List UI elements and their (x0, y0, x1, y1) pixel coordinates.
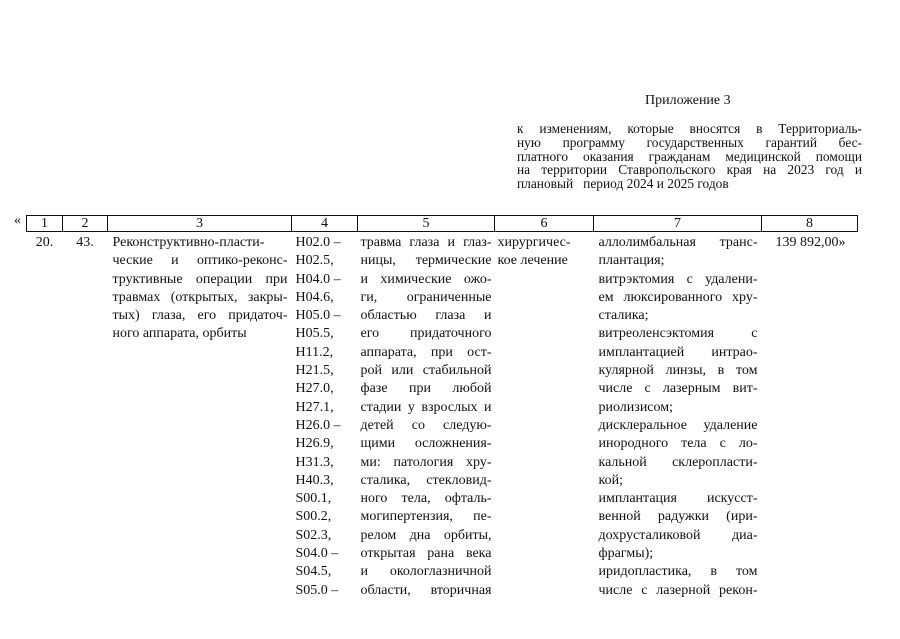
header-cell-8: 8 (762, 216, 858, 232)
appendix-title: Приложение 3 (645, 93, 731, 108)
header-cell-3: 3 (108, 216, 292, 232)
appendix-subtitle (517, 122, 862, 191)
header-cell-2: 2 (63, 216, 108, 232)
cell-treatment-methods: аллолимбальная транс- плантация; витрэктомия с удалени- ем люксированного хру- сталика; витреоленсэктомия с имплантацией интрао- кулярной линзы, в том числе с лазерным вит- риолизисом; дисклеральное удаление инородного тела с ло- кальной склеропласти- кой; имплантация искусст- венной радужки (ири- дохрусталиковой диа- фрагмы); иридопластика, в том числе с лазерной рекон- (598, 235, 758, 598)
subtitle-line: на территории Ставропольского края на 2023 год и (517, 162, 862, 178)
cell-procedure-name: Реконструктивно-пласти- ческие и оптико-реконс- труктивные операции при травмах (открытых, закры- тых) глаза, его придаточ- ного аппарата, орбиты (112, 235, 288, 342)
cell-patient-model: травма глаза и глаз- ницы, термические и химические ожо- ги, ограниченные областью глаза и его придаточного аппарата, при ост- рой или стабильной фазе при любой стадии у взрослых и детей со следую- щими осложнения- ми: патология хру- сталика, стекловид- ного тела, офталь- могипертензия, пе- релом дна орбиты, открытая рана века и окологлазничной области, вторичная (360, 235, 492, 598)
cell-treatment-type: хирургичес- кое лечение (497, 235, 571, 269)
opening-quote: « (14, 213, 21, 228)
header-cell-4: 4 (292, 216, 358, 232)
header-cell-1: 1 (27, 216, 63, 232)
cell-row-number: 20. (35, 235, 54, 250)
header-cell-7: 7 (594, 216, 762, 232)
subtitle-line: плановый период 2024 и 2025 годов (517, 176, 729, 192)
header-cell-6: 6 (495, 216, 594, 232)
subtitle-line: к изменениям, которые вносятся в Территориаль- (517, 121, 862, 136)
header-row (27, 216, 858, 232)
subtitle-line: ную программу государственных гарантий бес- (517, 134, 862, 150)
table-row (27, 232, 858, 600)
services-table (26, 215, 858, 600)
cell-diagnosis-codes: H02.0 – H02.5, H04.0 – H04.6, H05.0 – H05.5, H11.2, H21.5, H27.0, H27.1, H26.0 – H26.9, H31.3, H40.3, S00.1, S00.2, S02.3, S04.0 – S04.5, S05.0 – (295, 235, 341, 598)
subtitle-line: платного оказания гражданам медицинской помощи (517, 148, 862, 164)
cell-group-number: 43. (76, 235, 94, 250)
header-cell-5: 5 (358, 216, 495, 232)
cell-cost: 139 892,00» (775, 235, 846, 250)
